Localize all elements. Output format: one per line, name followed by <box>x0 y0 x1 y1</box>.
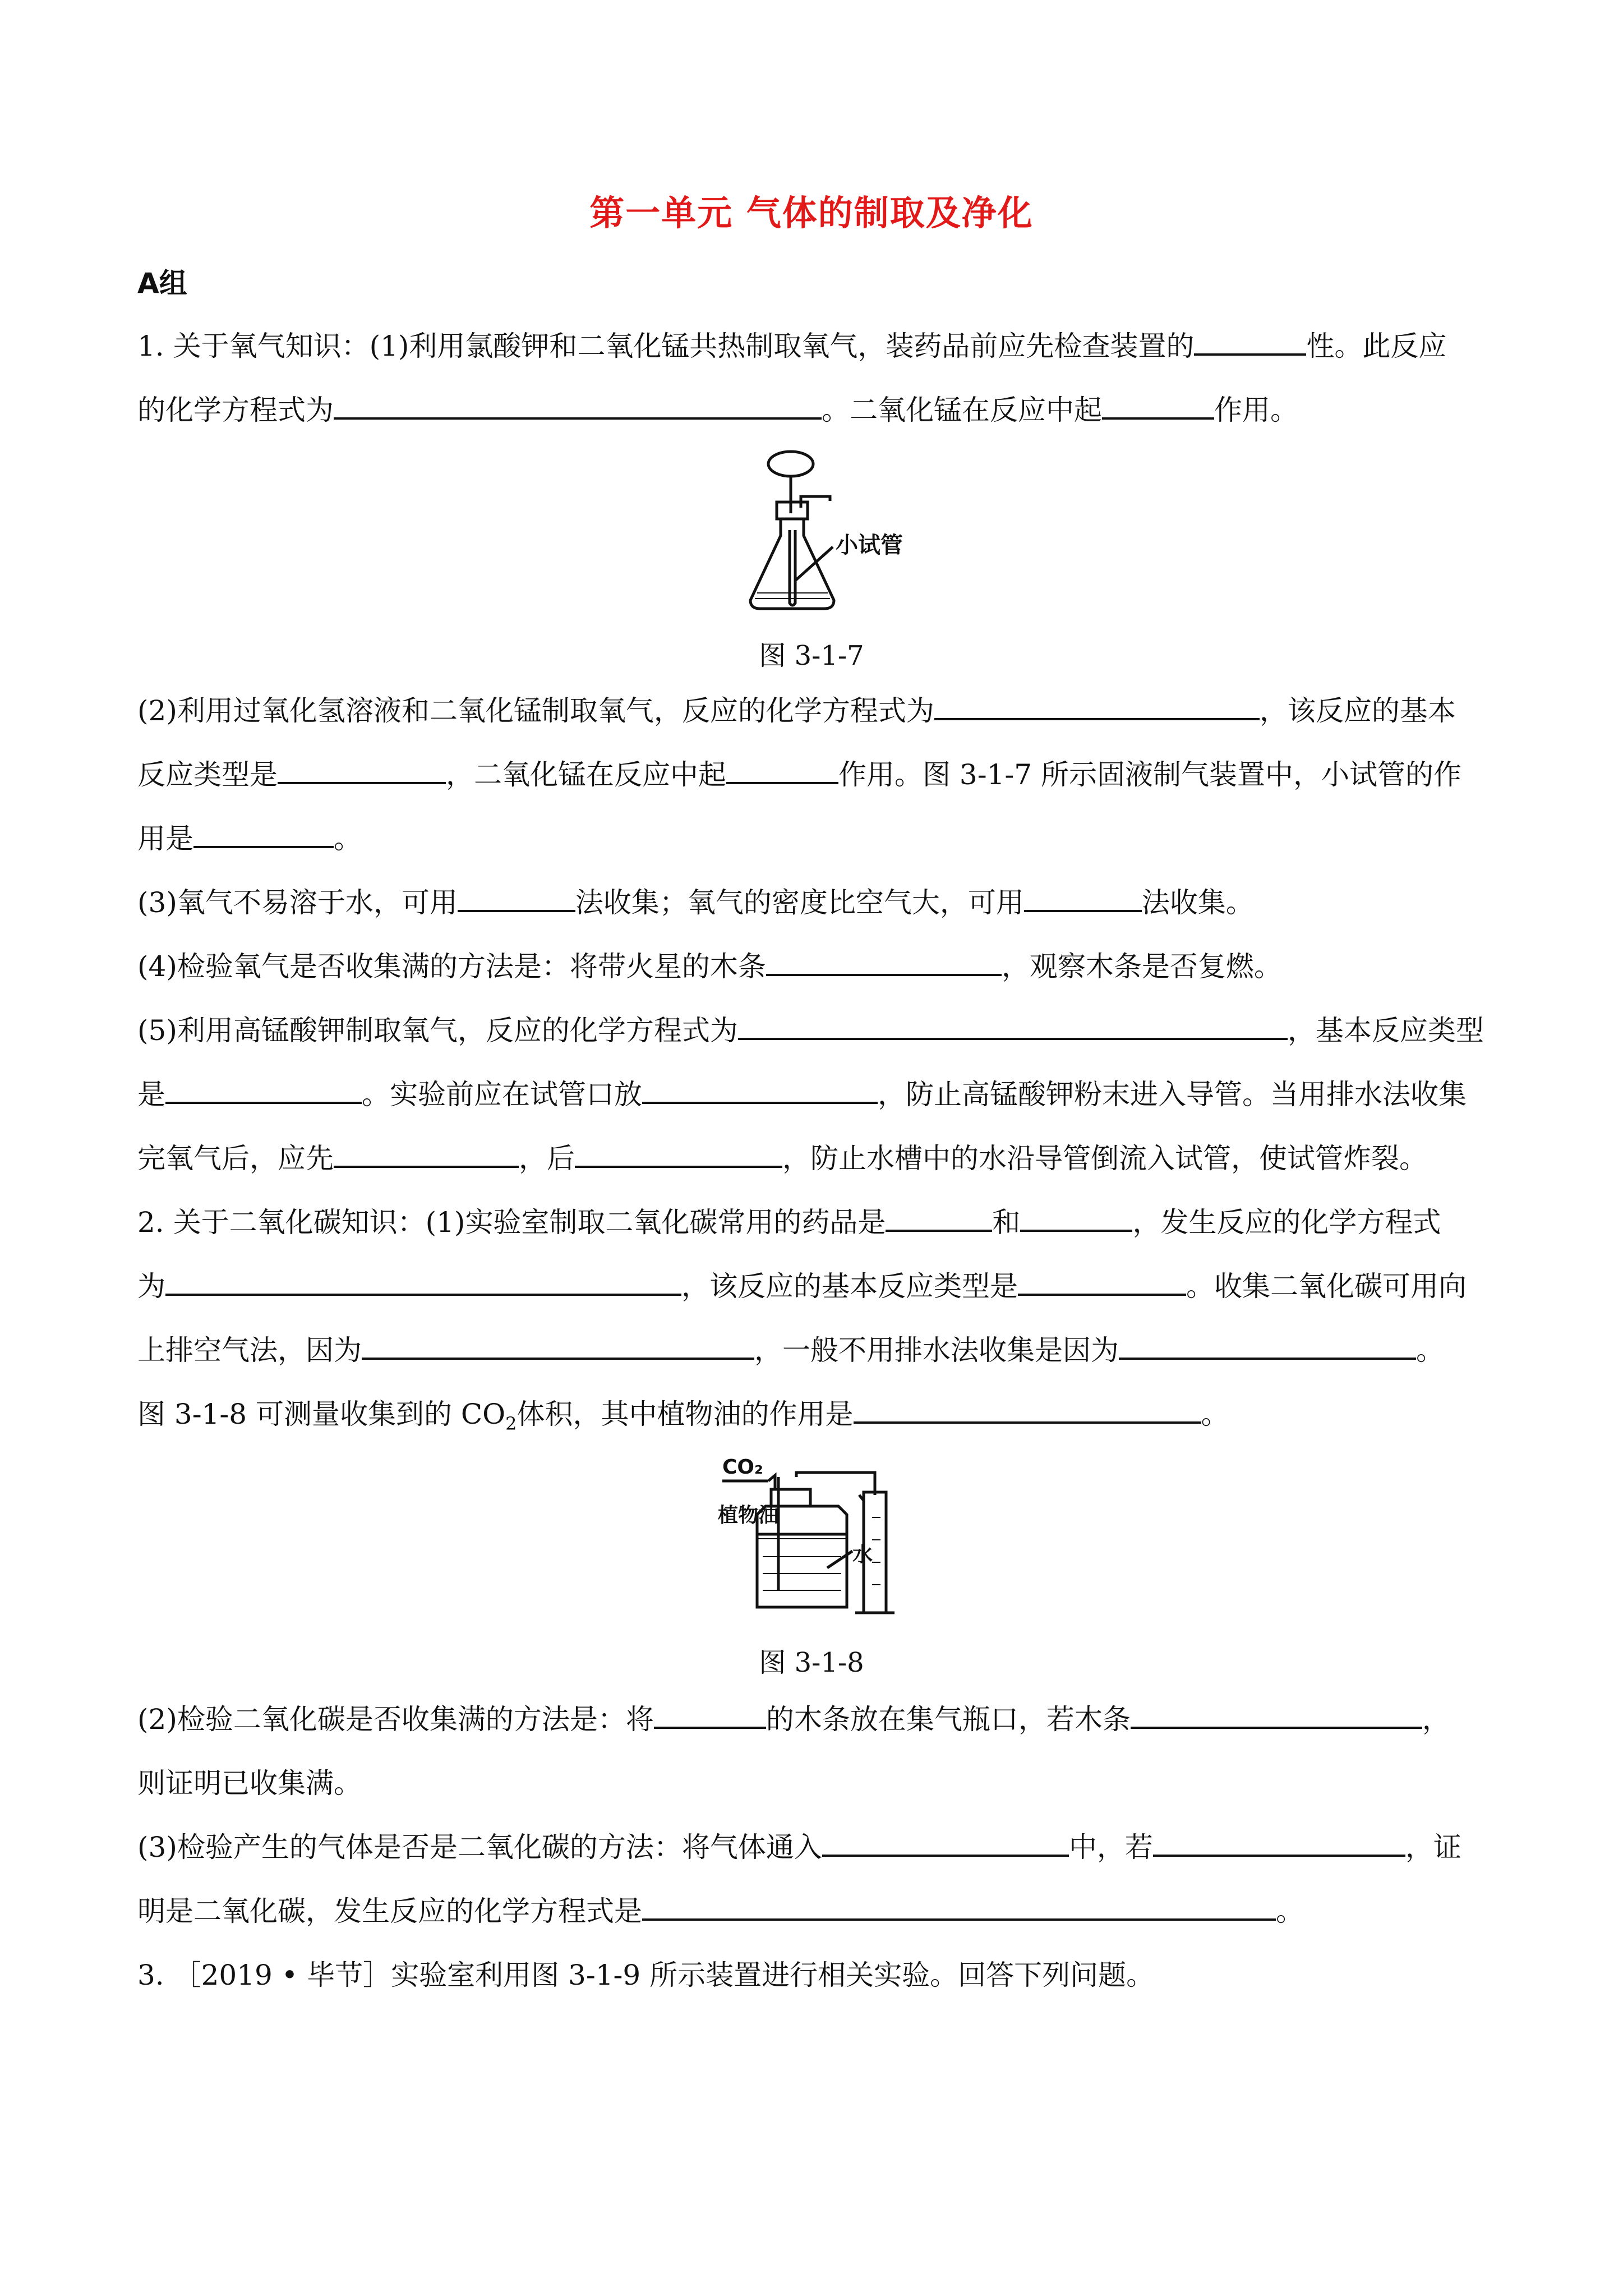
fig-label-water: 水 <box>852 1543 873 1566</box>
answer-blank[interactable] <box>1194 332 1306 356</box>
page-title: 第一单元 气体的制取及净化 <box>589 192 1034 233</box>
text: 作用。图 3-1-7 所示固液制气装置中，小试管的作 <box>838 758 1462 791</box>
text: ，防止水槽中的水沿导管倒流入试管，使试管炸裂。 <box>782 1142 1427 1175</box>
text: 完氧气后，应先 <box>137 1142 334 1175</box>
answer-blank[interactable] <box>642 1080 878 1104</box>
text: 的化学方程式为 <box>137 394 334 426</box>
q2-line-2 <box>137 1270 1467 1303</box>
text: 。收集二氧化碳可用向 <box>1186 1270 1467 1303</box>
text: 1. 关于氧气知识：(1)利用氯酸钾和二氧化锰共热制取氧气，装药品前应先检查装置的 <box>137 330 1195 362</box>
answer-blank[interactable] <box>165 1272 681 1296</box>
text: 和 <box>992 1206 1021 1239</box>
text: ，该反应的基本反应类型是 <box>681 1270 1018 1303</box>
q1-sub2-line-1 <box>137 694 1456 727</box>
text: ，二氧化锰在反应中起 <box>446 758 726 791</box>
q1-line-2 <box>137 396 1298 424</box>
text: 。 <box>334 822 362 855</box>
fig-label-small-tube: 小试管 <box>836 532 903 558</box>
text: 作用。 <box>1214 394 1298 426</box>
answer-blank[interactable] <box>575 1144 782 1168</box>
text: 。二氧化锰在反应中起 <box>822 394 1102 426</box>
text: 为 <box>137 1270 165 1303</box>
answer-blank[interactable] <box>1020 1208 1132 1232</box>
text: 明是二氧化碳，发生反应的化学方程式是 <box>137 1895 642 1927</box>
answer-blank[interactable] <box>886 1208 992 1232</box>
text: 用是 <box>137 822 193 855</box>
q1-sub2-line-3 <box>137 822 362 855</box>
q1-sub2-line-2 <box>137 758 1462 791</box>
answer-blank[interactable] <box>458 889 575 912</box>
answer-blank[interactable] <box>726 761 838 784</box>
answer-blank[interactable] <box>165 1080 362 1104</box>
text: ，防止高锰酸钾粉末进入导管。当用排水法收集 <box>878 1078 1467 1111</box>
text: ，后 <box>519 1142 575 1175</box>
answer-blank[interactable] <box>766 953 1002 976</box>
answer-blank[interactable] <box>654 1705 766 1729</box>
text: ，一般不用排水法收集是因为 <box>754 1334 1119 1366</box>
answer-blank[interactable] <box>193 825 334 848</box>
text: 上排空气法，因为 <box>137 1334 362 1366</box>
fig-label-oil: 植物油 <box>718 1504 779 1527</box>
answer-blank[interactable] <box>822 1833 1069 1857</box>
q2-sub2-line-1 <box>137 1703 1450 1736</box>
figure-caption: 图 3-1-8 <box>759 1647 864 1678</box>
q2-sub3-line-2 <box>137 1897 1304 1925</box>
text: (2)检验二氧化碳是否收集满的方法是：将 <box>137 1703 654 1736</box>
text: 图 3-1-8 可测量收集到的 CO <box>137 1398 506 1430</box>
figure-caption: 图 3-1-7 <box>759 640 864 671</box>
text: ，基本反应类型 <box>1287 1014 1484 1047</box>
text: 。实验前应在试管口放 <box>362 1078 642 1111</box>
q1-sub5-line-1 <box>137 1016 1484 1045</box>
q1-sub5-line-2 <box>137 1078 1467 1111</box>
q2-sub3-line-1 <box>137 1831 1461 1864</box>
q2-sub2-line-2 <box>137 1767 362 1800</box>
answer-blank[interactable] <box>1153 1833 1405 1857</box>
text: ，该反应的基本 <box>1259 694 1456 727</box>
q1-line-1 <box>137 332 1446 360</box>
text: 体积，其中植物油的作用是 <box>517 1398 854 1430</box>
q2-line-1 <box>137 1206 1441 1239</box>
text: 法收集。 <box>1141 886 1254 919</box>
text: 反应类型是 <box>137 758 278 791</box>
text: 中，若 <box>1068 1831 1153 1864</box>
text: ，证 <box>1405 1831 1461 1864</box>
q1-sub3-line <box>137 886 1254 919</box>
text: (5)利用高锰酸钾制取氧气，反应的化学方程式为 <box>137 1014 738 1047</box>
text: 。 <box>1276 1895 1304 1927</box>
text: (4)检验氧气是否收集满的方法是：将带火星的木条 <box>137 950 766 983</box>
text: ，观察木条是否复燃。 <box>1001 950 1282 983</box>
answer-blank[interactable] <box>1018 1272 1186 1296</box>
flask-apparatus-figure <box>718 440 920 614</box>
fig-label-co2: CO₂ <box>722 1456 763 1479</box>
text: (3)检验产生的气体是否是二氧化碳的方法：将气体通入 <box>137 1831 822 1864</box>
text: (2)利用过氧化氢溶液和二氧化锰制取氧气，反应的化学方程式为 <box>137 694 934 727</box>
answer-blank[interactable] <box>334 1144 519 1168</box>
text: 法收集；氧气的密度比空气大，可用 <box>575 886 1024 919</box>
text: (3)氧气不易溶于水，可用 <box>137 886 458 919</box>
text: 。 <box>1416 1334 1444 1366</box>
answer-blank[interactable] <box>934 697 1260 720</box>
group-label: A组 <box>137 267 187 300</box>
subscript: 2 <box>505 1413 517 1434</box>
text: 则证明已收集满。 <box>137 1767 362 1800</box>
answer-blank[interactable] <box>642 1897 1276 1921</box>
answer-blank[interactable] <box>334 396 822 420</box>
text: 3. ［2019 • 毕节］实验室利用图 3-1-9 所示装置进行相关实验。回答下列问题。 <box>137 1959 1155 1991</box>
text: ， <box>1422 1703 1450 1736</box>
answer-blank[interactable] <box>362 1336 754 1360</box>
text: 2. 关于二氧化碳知识：(1)实验室制取二氧化碳常用的药品是 <box>137 1206 886 1239</box>
text: 是 <box>137 1078 165 1111</box>
answer-blank[interactable] <box>1119 1336 1416 1360</box>
q2-line-4 <box>137 1400 1229 1433</box>
text: 。 <box>1201 1398 1229 1430</box>
q2-line-3 <box>137 1336 1444 1364</box>
answer-blank[interactable] <box>1102 396 1214 420</box>
text: 性。此反应 <box>1306 330 1447 362</box>
text: ，发生反应的化学方程式 <box>1132 1206 1441 1239</box>
q1-sub4-line <box>137 950 1282 983</box>
answer-blank[interactable] <box>1024 889 1142 912</box>
answer-blank[interactable] <box>1131 1705 1422 1729</box>
co2-volume-apparatus-figure <box>712 1450 937 1618</box>
answer-blank[interactable] <box>854 1400 1201 1424</box>
text: 的木条放在集气瓶口，若木条 <box>766 1703 1131 1736</box>
q3-line <box>137 1961 1154 1989</box>
q1-sub5-line-3 <box>137 1142 1427 1175</box>
answer-blank[interactable] <box>738 1016 1288 1040</box>
answer-blank[interactable] <box>278 761 446 784</box>
